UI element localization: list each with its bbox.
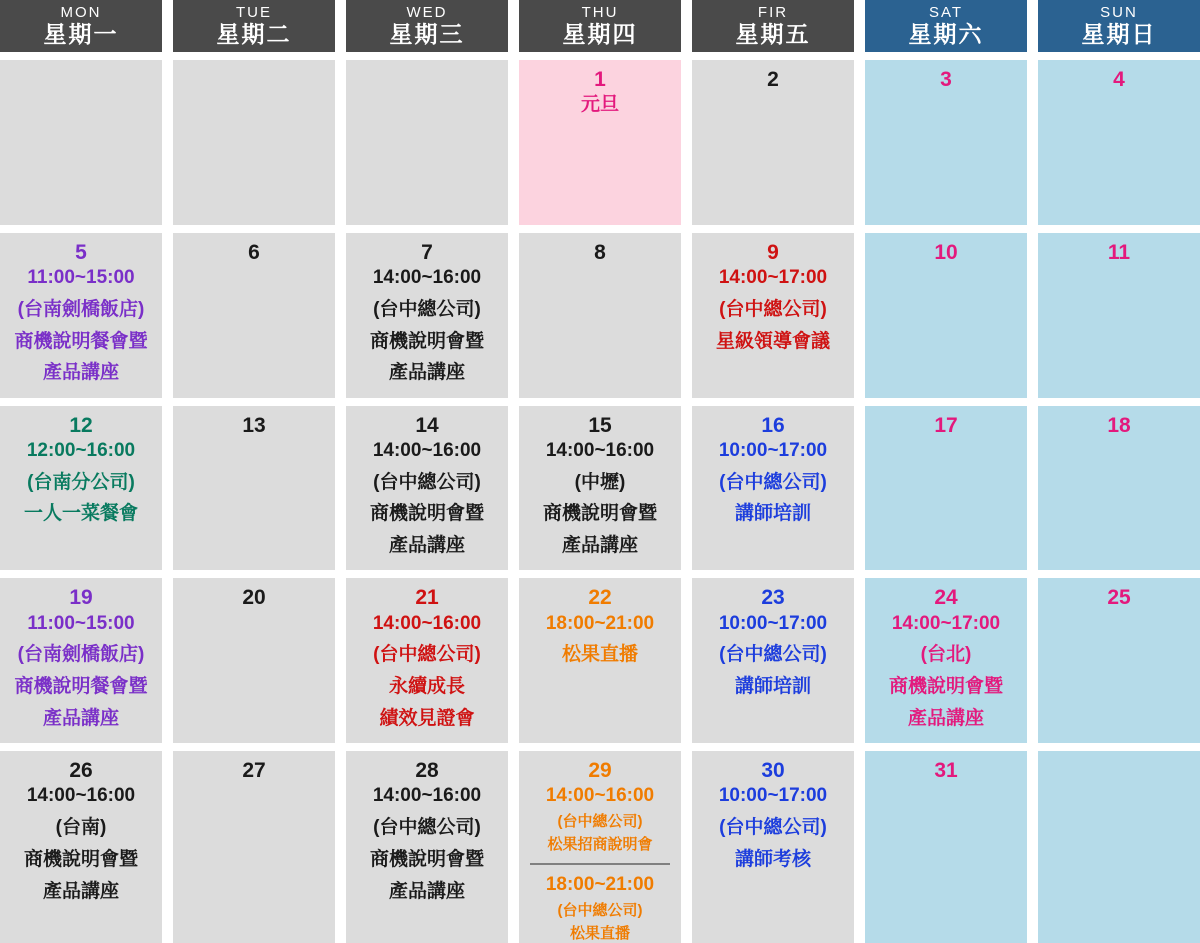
day-number: 13 — [242, 413, 266, 437]
weekday-label-en: TUE — [236, 3, 272, 21]
day-cell-8 — [519, 233, 681, 398]
weekday-label-zh: 星期日 — [1081, 20, 1157, 47]
day-cell-1 — [519, 60, 681, 225]
day-number: 23 — [761, 586, 785, 610]
event-line: 松果直播 — [561, 644, 638, 666]
event-line: (台南劍橋飯店) — [17, 644, 145, 666]
event-line: 14:00~16:00 — [26, 785, 136, 807]
event-line: 產品講座 — [42, 880, 119, 902]
event-line: 商機說明會暨 — [23, 849, 138, 870]
weekday-label-en: THU — [581, 3, 619, 21]
weekday-header-thu — [519, 0, 681, 52]
day-cell-10 — [865, 233, 1027, 398]
day-number: 21 — [415, 586, 439, 610]
day-cell-5 — [0, 233, 162, 398]
empty-cell — [1038, 751, 1200, 943]
event-divider — [530, 863, 669, 865]
weekday-label-zh: 星期二 — [216, 20, 292, 47]
day-cell-28 — [346, 751, 508, 943]
day-cell-17 — [865, 406, 1027, 571]
weekday-header-fir — [692, 0, 854, 52]
weekday-label-zh: 星期一 — [43, 20, 119, 47]
event-line: 商機說明會暨 — [369, 503, 484, 525]
day-cell-19 — [0, 578, 162, 743]
event-line: 11:00~15:00 — [27, 266, 135, 288]
event-line: (台北) — [920, 644, 972, 666]
weekday-header-sun — [1038, 0, 1200, 52]
day-number: 14 — [415, 413, 439, 437]
day-number: 5 — [75, 240, 87, 264]
event-line: 18:00~21:00 — [545, 874, 655, 896]
day-number: 12 — [69, 413, 93, 437]
empty-cell — [173, 60, 335, 225]
day-cell-29 — [519, 751, 681, 943]
day-cell-16 — [692, 406, 854, 571]
weekday-header-tue — [173, 0, 335, 52]
day-number: 28 — [415, 759, 439, 783]
event-line: 14:00~16:00 — [372, 612, 482, 634]
event-line: (台中總公司) — [373, 298, 481, 320]
weekday-label-en: SAT — [928, 3, 964, 21]
day-cell-24 — [865, 578, 1027, 743]
event-line: 元旦 — [580, 94, 619, 116]
day-cell-22 — [519, 578, 681, 743]
weekday-label-zh: 星期六 — [908, 20, 984, 47]
day-number: 22 — [588, 586, 612, 610]
event-line: 18:00~21:00 — [545, 612, 655, 634]
event-line: 商機說明餐會暨 — [14, 676, 148, 698]
event-line: 績效見證會 — [379, 707, 475, 729]
event-line: 永續成長 — [388, 676, 465, 698]
day-cell-6 — [173, 233, 335, 398]
event-line: 14:00~16:00 — [545, 785, 655, 807]
weekday-label-en: MON — [60, 3, 102, 21]
day-number: 25 — [1107, 586, 1131, 610]
day-cell-27 — [173, 751, 335, 943]
day-number: 30 — [761, 759, 785, 783]
event-line: 商機說明會暨 — [542, 503, 657, 525]
day-number: 8 — [594, 240, 606, 264]
event-line: 10:00~17:00 — [718, 612, 828, 634]
event-line: 產品講座 — [388, 535, 465, 557]
event-line: 講師培訓 — [734, 503, 811, 525]
day-cell-12 — [0, 406, 162, 571]
event-line: 14:00~17:00 — [891, 612, 1001, 634]
event-line: (台中總公司) — [373, 471, 481, 493]
empty-cell — [0, 60, 162, 225]
day-number: 31 — [934, 759, 958, 783]
event-line: (台中總公司) — [719, 644, 827, 666]
weekday-header-wed — [346, 0, 508, 52]
event-line: 14:00~17:00 — [718, 266, 828, 288]
event-line: (台南分公司) — [27, 471, 135, 493]
weekday-header-sat — [865, 0, 1027, 52]
event-line: (台中總公司) — [373, 644, 481, 666]
event-line: 商機說明餐會暨 — [14, 330, 148, 352]
event-line: 松果招商說明會 — [547, 836, 653, 854]
event-line: 星級領導會議 — [715, 330, 830, 352]
event-line: (台中總公司) — [719, 298, 827, 320]
day-number: 15 — [588, 413, 612, 437]
empty-cell — [346, 60, 508, 225]
weekday-label-zh: 星期五 — [735, 20, 811, 47]
event-line: 產品講座 — [907, 707, 984, 729]
event-line: (台南劍橋飯店) — [17, 298, 145, 320]
event-line: 松果直播 — [569, 925, 630, 942]
weekday-label-en: WED — [406, 3, 448, 21]
event-line: 產品講座 — [388, 362, 465, 384]
event-line: 商機說明會暨 — [888, 676, 1003, 698]
day-cell-21 — [346, 578, 508, 743]
weekday-label-zh: 星期三 — [389, 20, 465, 47]
event-line: (台南) — [55, 817, 107, 839]
day-number: 29 — [588, 759, 612, 783]
day-number: 26 — [69, 759, 93, 783]
day-number: 6 — [248, 240, 260, 264]
event-line: 講師考核 — [734, 849, 811, 870]
day-cell-2 — [692, 60, 854, 225]
day-number: 11 — [1107, 240, 1131, 264]
day-number: 20 — [242, 586, 266, 610]
weekday-label-en: FIR — [757, 3, 789, 21]
day-number: 19 — [69, 586, 93, 610]
day-number: 1 — [594, 68, 606, 91]
day-cell-3 — [865, 60, 1027, 225]
day-number: 10 — [934, 240, 958, 264]
day-cell-13 — [173, 406, 335, 571]
day-number: 24 — [934, 586, 958, 610]
day-cell-15 — [519, 406, 681, 571]
day-cell-26 — [0, 751, 162, 943]
event-line: 14:00~16:00 — [372, 439, 482, 461]
event-line: 一人一菜餐會 — [23, 503, 138, 525]
event-line: 產品講座 — [42, 707, 119, 729]
weekday-header-mon — [0, 0, 162, 52]
event-line: 10:00~17:00 — [718, 439, 828, 461]
event-line: (台中總公司) — [719, 817, 827, 839]
event-line: 12:00~16:00 — [26, 439, 136, 461]
day-number: 9 — [767, 240, 779, 264]
day-number: 7 — [421, 240, 433, 264]
day-cell-4 — [1038, 60, 1200, 225]
event-line: 商機說明會暨 — [369, 849, 484, 870]
day-number: 4 — [1113, 68, 1125, 91]
day-number: 27 — [242, 759, 266, 783]
event-line: (台中總公司) — [719, 471, 827, 493]
day-cell-31 — [865, 751, 1027, 943]
day-number: 2 — [767, 68, 779, 91]
day-number: 17 — [934, 413, 958, 437]
event-line: 10:00~17:00 — [718, 785, 828, 807]
day-cell-11 — [1038, 233, 1200, 398]
event-line: 產品講座 — [388, 880, 465, 902]
event-line: 產品講座 — [561, 535, 638, 557]
day-cell-23 — [692, 578, 854, 743]
day-number: 16 — [761, 413, 785, 437]
event-line: (中壢) — [574, 471, 626, 493]
event-line: 14:00~16:00 — [545, 439, 655, 461]
weekday-label-en: SUN — [1100, 3, 1138, 21]
day-cell-14 — [346, 406, 508, 571]
day-cell-30 — [692, 751, 854, 943]
day-cell-9 — [692, 233, 854, 398]
day-cell-25 — [1038, 578, 1200, 743]
day-number: 3 — [940, 68, 952, 91]
day-number: 18 — [1107, 413, 1131, 437]
day-cell-18 — [1038, 406, 1200, 571]
event-line: 產品講座 — [42, 362, 119, 384]
event-line: 講師培訓 — [734, 676, 811, 698]
event-line: 14:00~16:00 — [372, 266, 482, 288]
event-line: 商機說明會暨 — [369, 330, 484, 352]
day-cell-7 — [346, 233, 508, 398]
event-line: 14:00~16:00 — [372, 785, 482, 807]
event-line: (台中總公司) — [373, 817, 481, 839]
weekday-label-zh: 星期四 — [562, 20, 638, 47]
event-line: (台中總公司) — [557, 902, 643, 919]
day-cell-20 — [173, 578, 335, 743]
event-line: (台中總公司) — [557, 813, 643, 831]
event-line: 11:00~15:00 — [27, 612, 135, 634]
